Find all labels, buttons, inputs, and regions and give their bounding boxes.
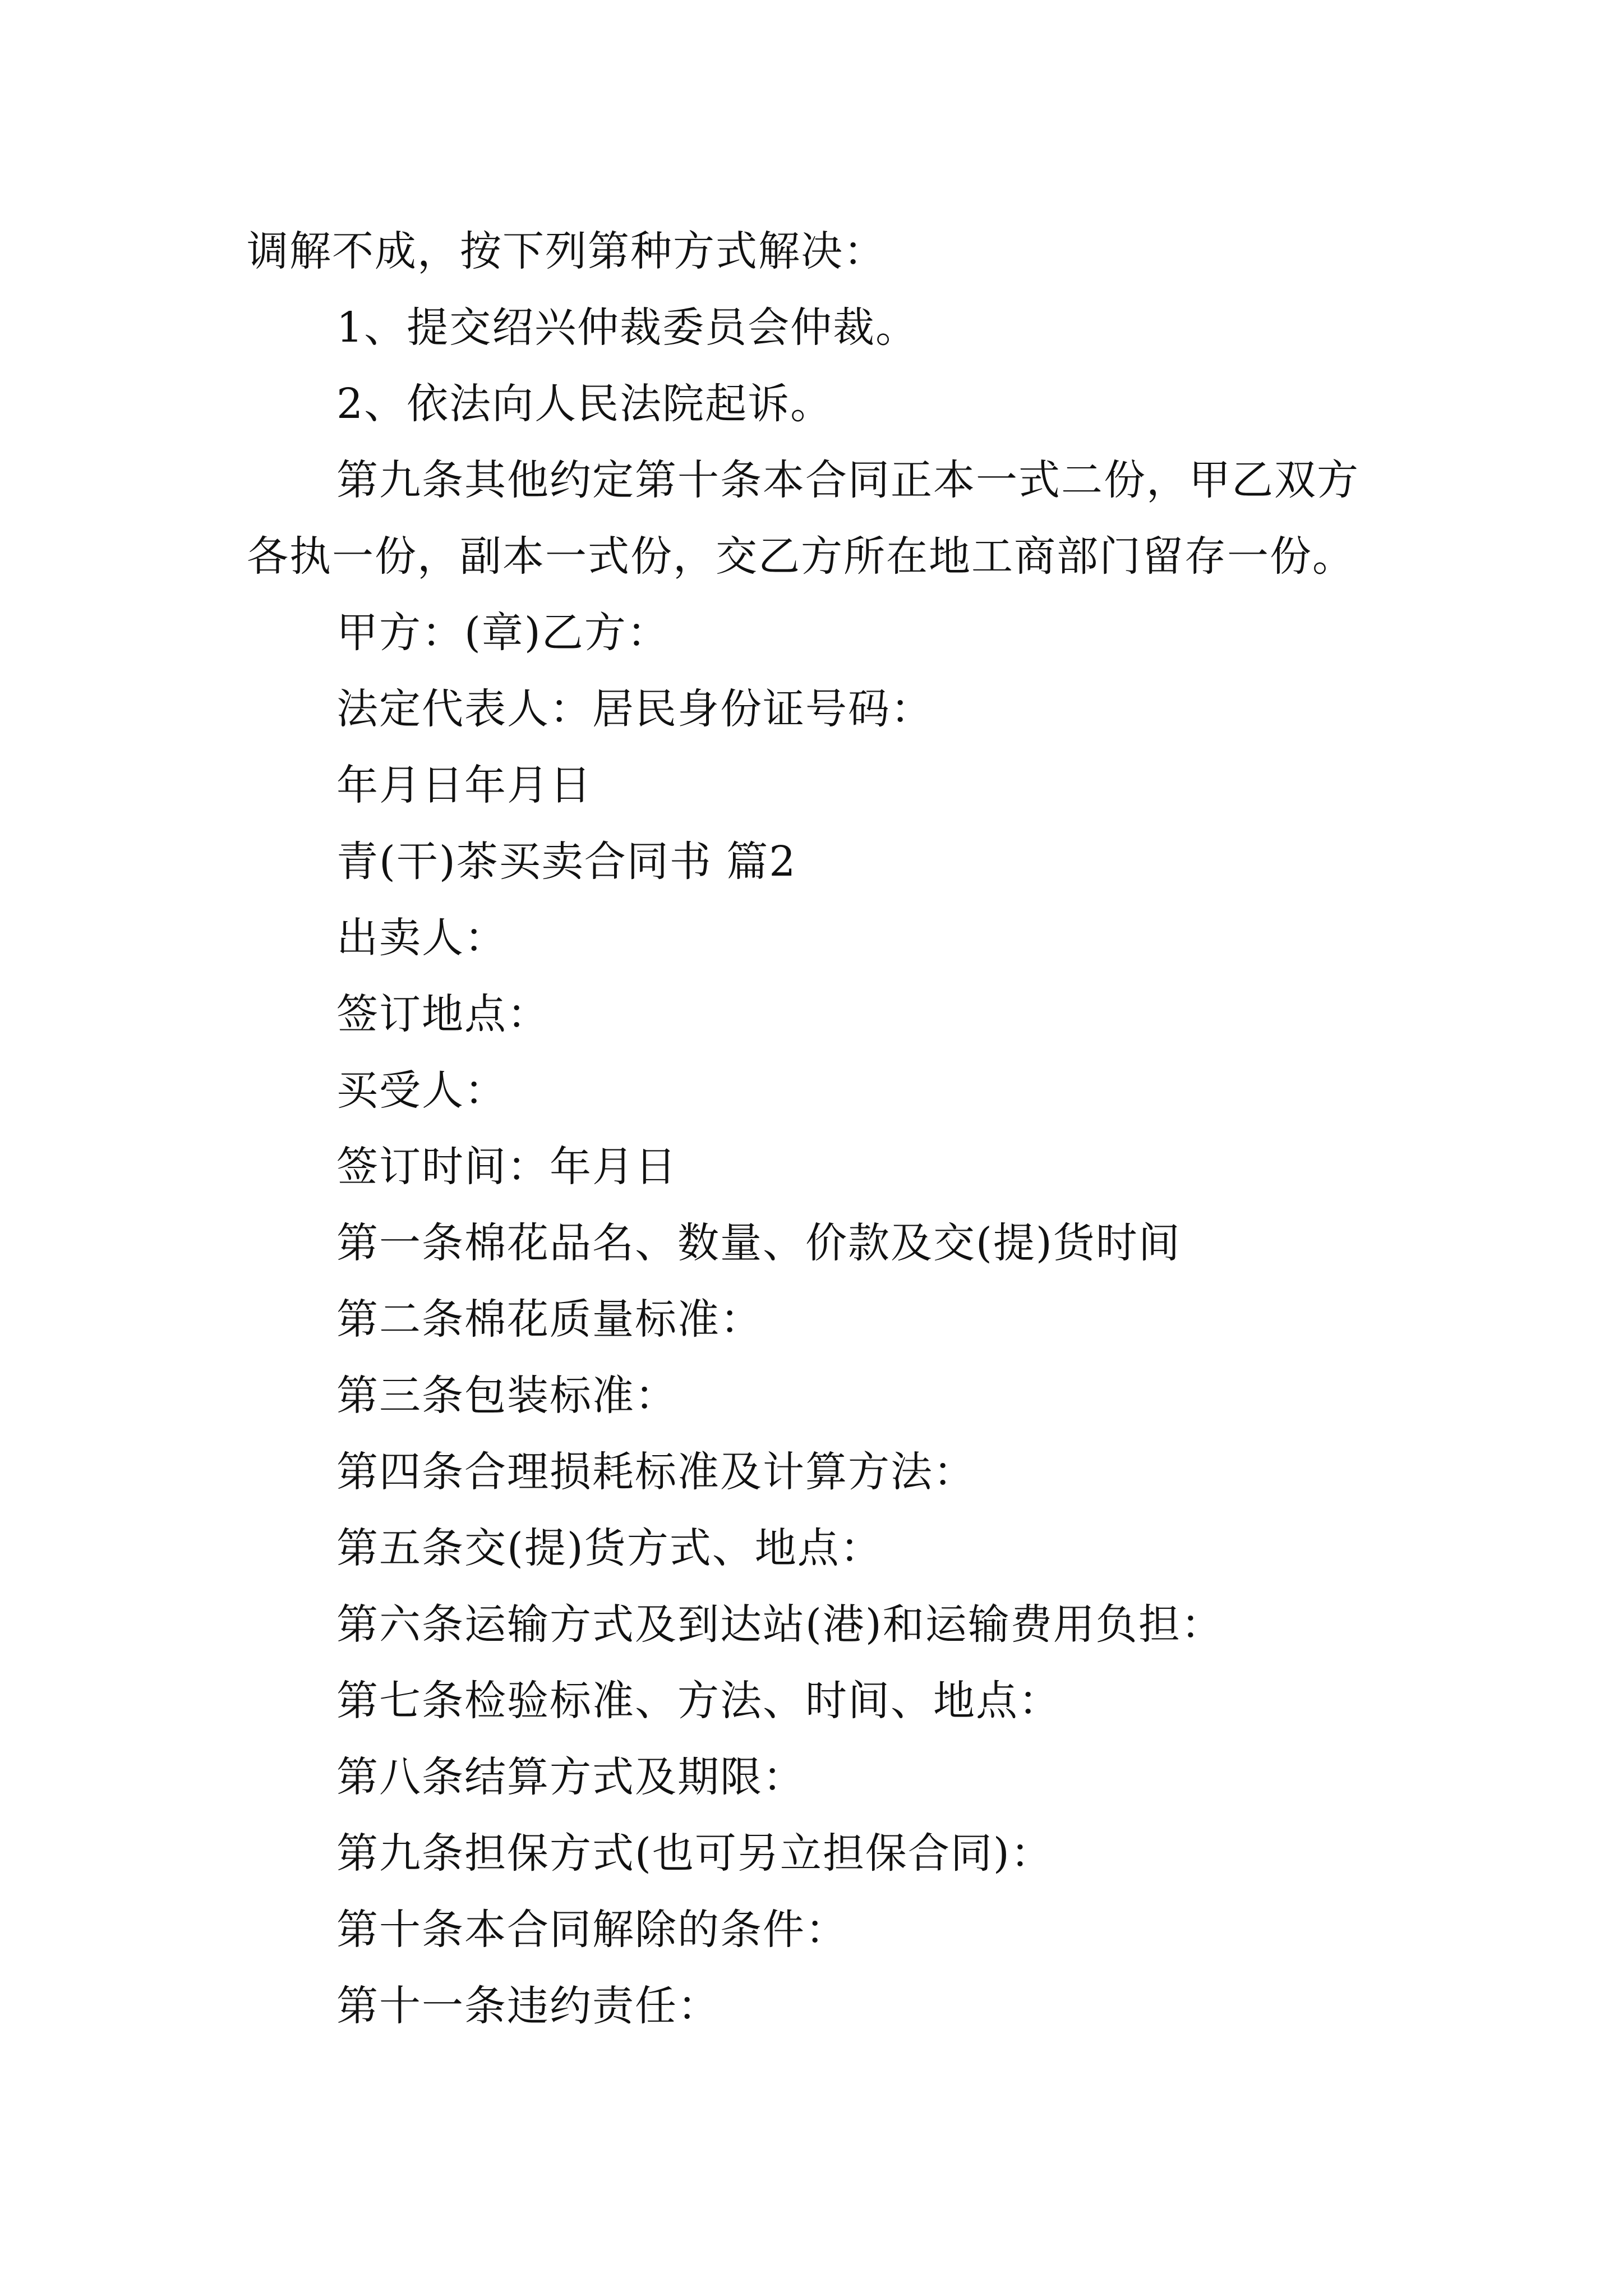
- text-line: 2、依法向人民法院起诉。: [336, 380, 833, 428]
- clause-line: 第十条本合同解除的条件：: [336, 1906, 848, 1954]
- document-body: [247, 213, 1380, 2044]
- clause-line: 第五条交(提)货方式、地点：: [336, 1524, 883, 1572]
- clause-line: 第八条结算方式及期限：: [336, 1753, 805, 1801]
- clause-line: 第十一条违约责任：: [336, 1982, 720, 2030]
- clause-line: 第六条运输方式及到达站(港)和运输费用负担：: [336, 1600, 1224, 1649]
- text-line: 出卖人：: [336, 914, 507, 962]
- clause-line: 第九条担保方式(也可另立担保合同)：: [336, 1829, 1053, 1878]
- text-line: 1、提交绍兴仲裁委员会仲裁。: [336, 303, 919, 352]
- text-line: 甲方：(章)乙方：: [336, 609, 670, 657]
- text-line: 买受人：: [336, 1066, 507, 1115]
- clause-line: 第七条检验标准、方法、时间、地点：: [336, 1677, 1061, 1725]
- text-line: 第九条其他约定第十条本合同正本一式二份，甲乙双方: [336, 456, 1359, 504]
- text-line: 签订时间：年月日: [336, 1143, 677, 1191]
- text-line: 各执一份，副本一式份，交乙方所在地工商部门留存一份。: [247, 532, 1355, 581]
- section-heading: 青(干)茶买卖合同书 篇2: [336, 838, 797, 886]
- text-line: 签订地点：: [336, 990, 550, 1038]
- text-line: 调解不成，按下列第种方式解决：: [247, 227, 886, 275]
- text-line: 年月日年月日: [336, 761, 592, 809]
- clause-line: 第一条棉花品名、数量、价款及交(提)货时间: [336, 1219, 1181, 1267]
- clause-line: 第二条棉花质量标准：: [336, 1295, 763, 1343]
- text-line: 法定代表人：居民身份证号码：: [336, 685, 933, 733]
- clause-line: 第四条合理损耗标准及计算方法：: [336, 1448, 976, 1496]
- clause-line: 第三条包装标准：: [336, 1372, 677, 1420]
